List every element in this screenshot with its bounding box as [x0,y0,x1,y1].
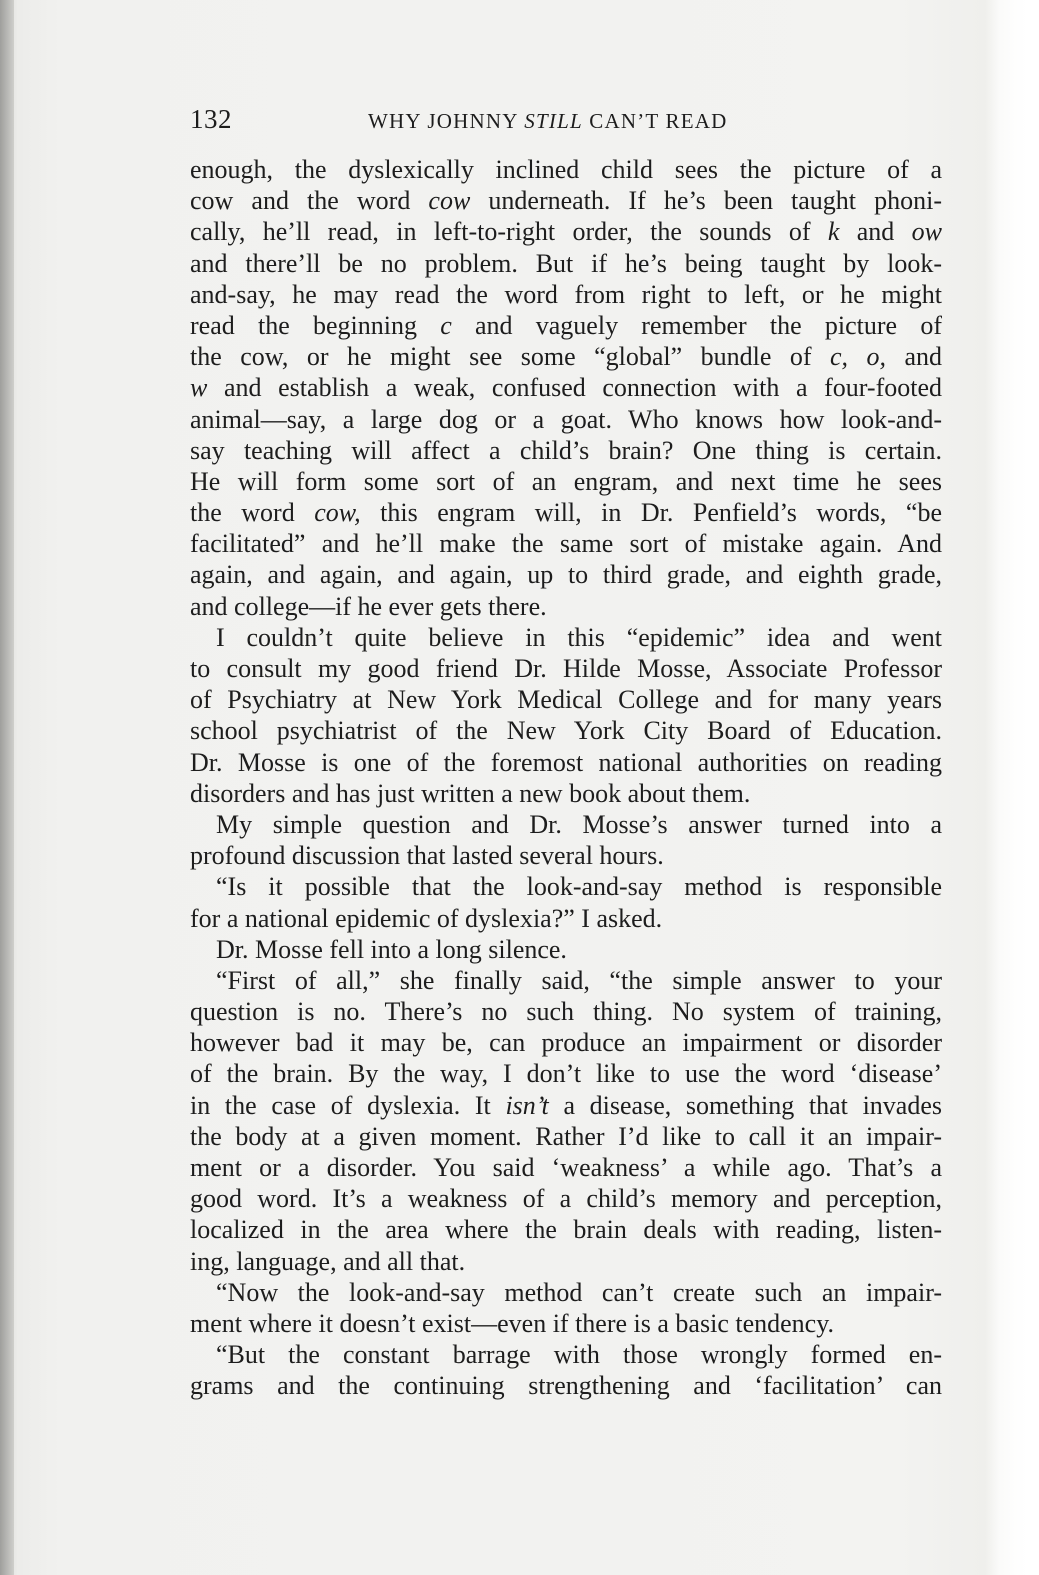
text-line: of the brain. By the way, I don’t like to use the word ‘disease’ [190,1059,942,1089]
text-line: grams and the continuing strengthening and ‘facilitation’ can [190,1371,942,1401]
page-number: 132 [190,104,232,134]
text-line: w and establish a weak, confused connection with a four-footed [190,373,942,403]
text-line: I couldn’t quite believe in this “epidemic” idea and went [216,622,942,652]
book-title-italic: STILL [524,109,583,133]
text-line: ment where it doesn’t exist—even if there is a basic tendency. [190,1308,835,1338]
text-line: in the case of dyslexia. It isn’t a disease, something that invades [190,1090,942,1120]
running-head [190,104,942,136]
text-line: ing, language, and all that. [190,1246,466,1276]
text-line: good word. It’s a weakness of a child’s memory and perception, [190,1184,942,1214]
book-title-end: CAN’T READ [582,109,728,133]
text-line: the body at a given moment. Rather I’d like to call it an impair- [190,1121,942,1151]
text-line: “Now the look-and-say method can’t create such an impair- [216,1277,942,1307]
text-line: and college—if he ever gets there. [190,591,547,621]
text-line: Dr. Mosse fell into a long silence. [216,934,567,964]
text-line: the word cow, this engram will, in Dr. Penfield’s words, “be [190,498,942,528]
text-line: and-say, he may read the word from right to left, or he might [190,279,942,309]
text-line: cow and the word cow underneath. If he’s been taught phoni- [190,186,942,216]
text-line: My simple question and Dr. Mosse’s answer turned into a [216,809,942,839]
text-line: cally, he’ll read, in left-to-right order, the sounds of k and ow [190,217,942,247]
text-line: read the beginning c and vaguely remember the picture of [190,310,942,340]
text-line: localized in the area where the brain deals with reading, listen- [190,1215,942,1245]
text-line: ment or a disorder. You said ‘weakness’ a while ago. That’s a [190,1153,942,1182]
text-line: “Is it possible that the look-and-say method is responsible [216,872,942,902]
text-line: for a national epidemic of dyslexia?” I asked. [190,903,663,933]
text-line: again, and again, and again, up to third grade, and eighth grade, [190,560,942,590]
body-text [190,154,942,1402]
text-line: profound discussion that lasted several hours. [190,841,664,871]
book-title-start: WHY JOHNNY [368,109,525,133]
text-line: to consult my good friend Dr. Hilde Mosse, Associate Professor [190,654,942,683]
text-line: school psychiatrist of the New York City Board of Education. [190,716,942,746]
text-line: facilitated” and he’ll make the same sort of mistake again. And [190,529,942,559]
text-line: He will form some sort of an engram, and next time he sees [190,466,942,496]
text-line: disorders and has just written a new book about them. [190,778,751,808]
text-line: of Psychiatry at New York Medical College and for many years [190,685,942,715]
page-binding-edge [0,0,14,1575]
text-line: Dr. Mosse is one of the foremost national authorities on reading [190,747,942,777]
text-line: enough, the dyslexically inclined child sees the picture of a [190,155,942,184]
text-line: however bad it may be, can produce an impairment or disorder [190,1028,942,1058]
page-right-margin [1005,0,1039,1575]
text-line: “First of all,” she finally said, “the simple answer to your [216,965,942,995]
text-line: the cow, or he might see some “global” bundle of c, o, and [190,342,942,372]
text-line: say teaching will affect a child’s brain? One thing is certain. [190,435,942,465]
text-line: “But the constant barrage with those wrongly formed en- [216,1340,942,1370]
text-line: question is no. There’s no such thing. No system of training, [190,997,942,1027]
text-line: and there’ll be no problem. But if he’s being taught by look- [190,248,942,278]
book-title [368,109,727,134]
text-line: animal—say, a large dog or a goat. Who knows how look-and- [190,404,942,434]
